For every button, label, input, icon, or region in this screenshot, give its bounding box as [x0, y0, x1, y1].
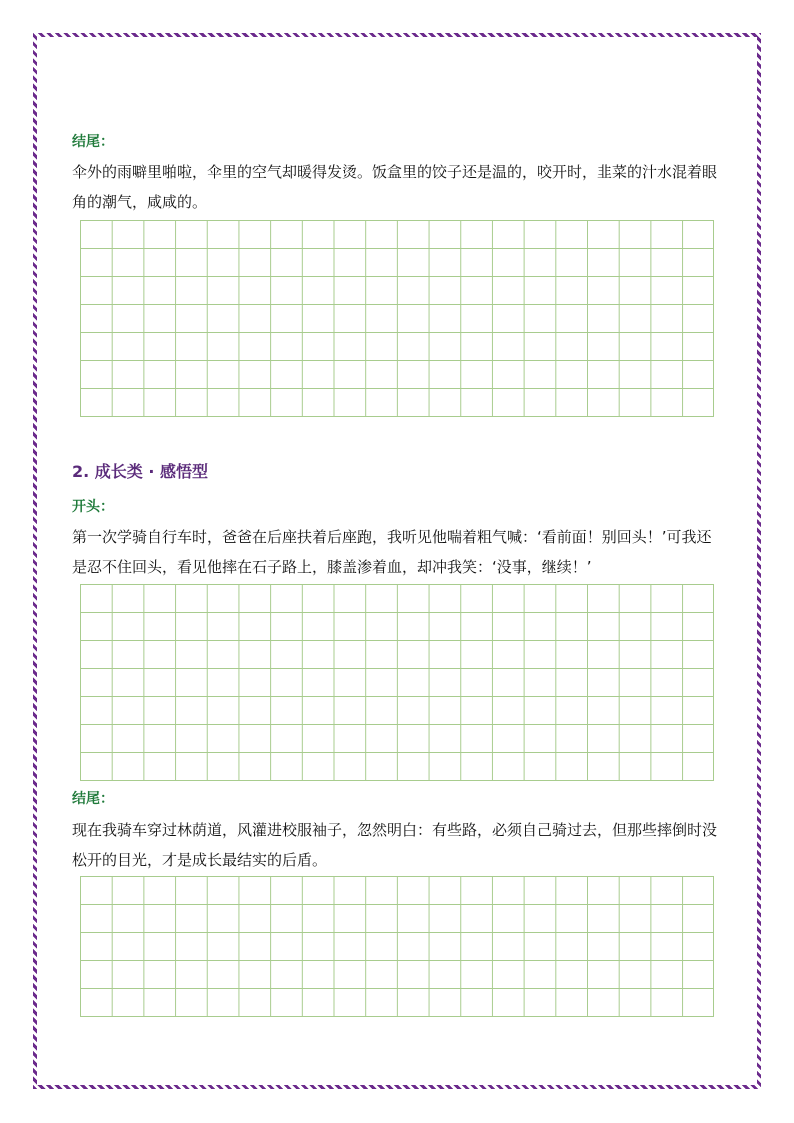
ending-label-2: 结尾：: [72, 791, 114, 807]
ending-label-1: 结尾：: [72, 134, 114, 150]
opening-text-2: 第一次学骑自行车时，爸爸在后座扶着后座跑，我听见他喘着粗气喊：‘看前面！别回头！’可我还是忍不住回头，看见他摔在石子路上，膝盖渗着血，却冲我笑：‘没事，继续！’: [72, 528, 712, 576]
writing-grid-1[interactable]: [80, 220, 714, 417]
opening-label-2: 开头：: [72, 499, 114, 515]
section-title-2: 2. 成长类 · 感悟型: [72, 462, 209, 481]
ending-text-1: 伞外的雨噼里啪啦，伞里的空气却暖得发烫。饭盒里的饺子还是温的，咬开时，韭菜的汁水混着眼角的潮气，咸咸的。: [72, 163, 718, 211]
ending-text-2: 现在我骑车穿过林荫道，风灌进校服袖子，忽然明白：有些路，必须自己骑过去，但那些摔倒时没松开的目光，才是成长最结实的后盾。: [72, 821, 718, 869]
writing-grid-3[interactable]: [80, 876, 714, 1017]
writing-grid-2[interactable]: [80, 584, 714, 781]
